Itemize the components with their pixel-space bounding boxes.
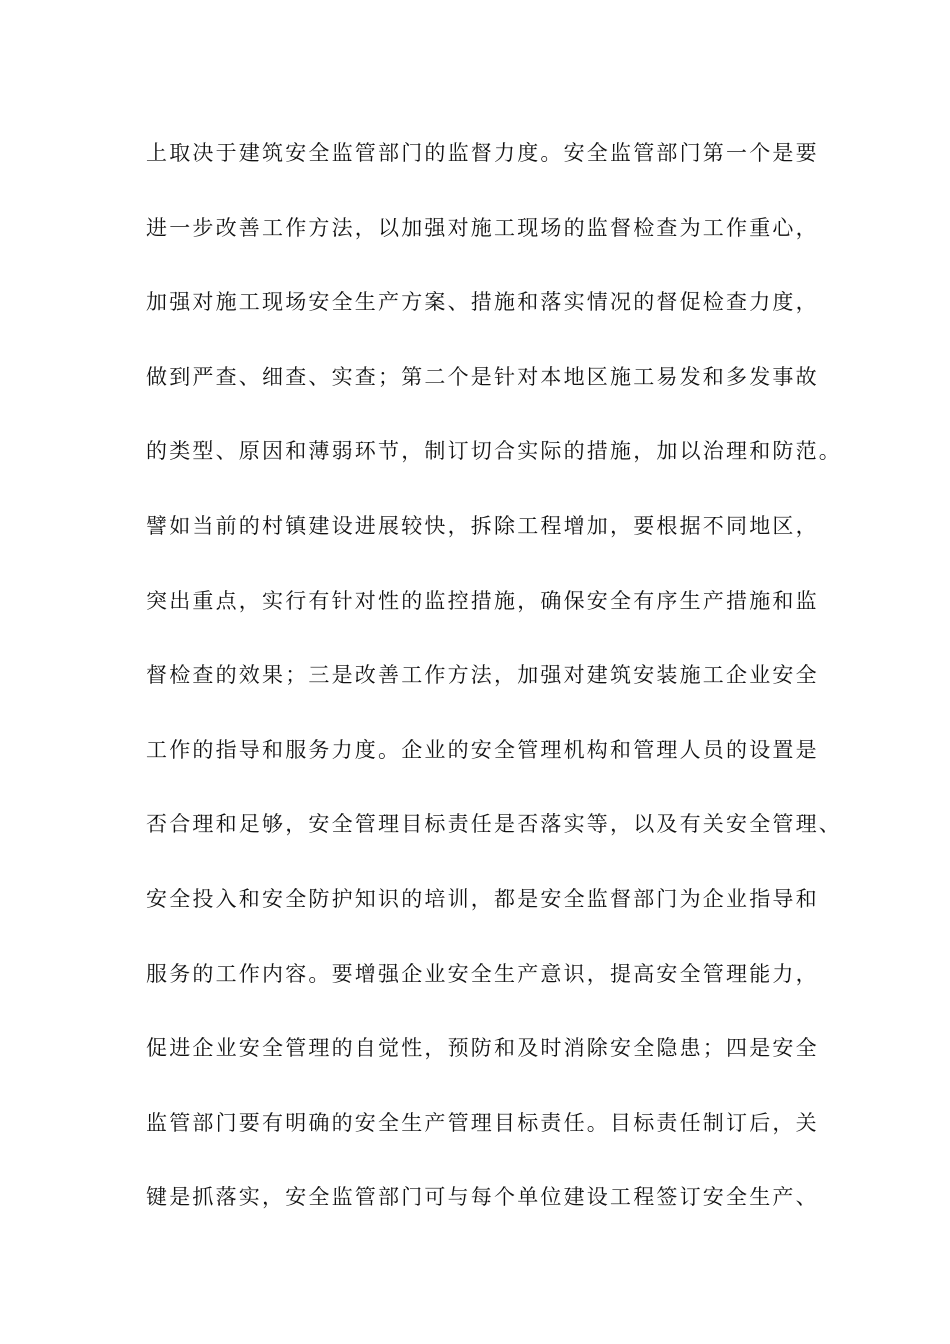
text-line: 安全投入和安全防护知识的培训，都是安全监督部门为企业指导和 <box>146 886 819 911</box>
text-line: 监管部门要有明确的安全生产管理目标责任。目标责任制订后，关 <box>146 1110 819 1135</box>
text-line: 工作的指导和服务力度。企业的安全管理机构和管理人员的设置是 <box>146 737 819 762</box>
text-line: 服务的工作内容。要增强企业安全生产意识，提高安全管理能力， <box>146 961 819 986</box>
text-line: 否合理和足够，安全管理目标责任是否落实等，以及有关安全管理、 <box>146 812 842 837</box>
text-line: 上取决于建筑安全监管部门的监督力度。安全监管部门第一个是要 <box>146 141 819 165</box>
text-line: 突出重点，实行有针对性的监控措施，确保安全有序生产措施和监 <box>146 588 819 613</box>
text-line: 譬如当前的村镇建设进展较快，拆除工程增加，要根据不同地区， <box>146 513 819 538</box>
text-line: 做到严查、细查、实查；第二个是针对本地区施工易发和多发事故 <box>146 364 819 389</box>
text-line: 键是抓落实，安全监管部门可与每个单位建设工程签订安全生产、 <box>146 1185 819 1210</box>
text-line: 的类型、原因和薄弱环节，制订切合实际的措施，加以治理和防范。 <box>146 439 842 464</box>
text-line: 进一步改善工作方法，以加强对施工现场的监督检查为工作重心， <box>146 215 819 240</box>
text-line: 督检查的效果；三是改善工作方法，加强对建筑安装施工企业安全 <box>146 663 819 688</box>
text-line: 促进企业安全管理的自觉性，预防和及时消除安全隐患；四是安全 <box>146 1036 819 1061</box>
text-line: 加强对施工现场安全生产方案、措施和落实情况的督促检查力度， <box>146 290 819 315</box>
body-text <box>146 133 842 1252</box>
